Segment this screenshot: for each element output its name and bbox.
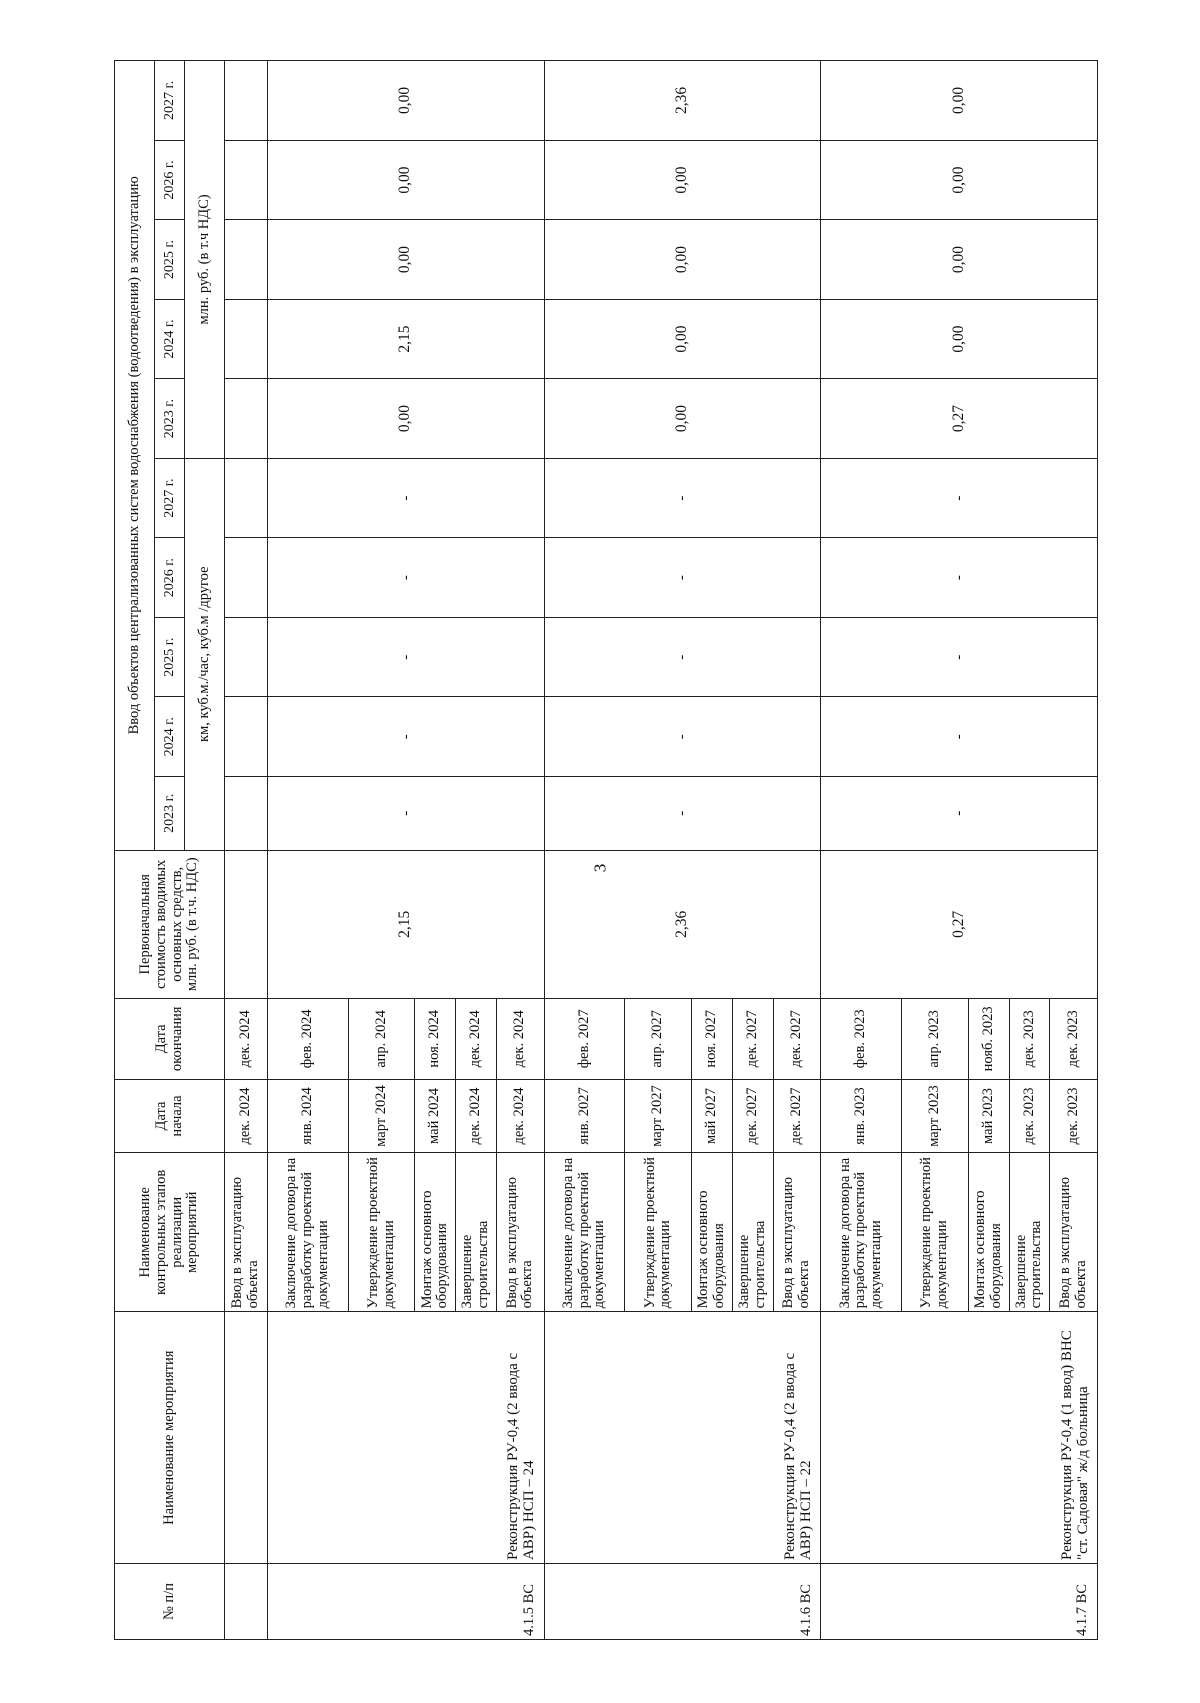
date-start-cell: янв. 2024 [267,1079,348,1153]
money-value-cell: 0,00 [821,61,1098,141]
date-end-cell: апр. 2023 [902,998,969,1079]
header-year: 2026 г. [155,140,185,220]
table-body [225,61,1098,1640]
header-units-physical: км, куб.м./час, куб.м /другое [185,458,225,850]
cost-cell: 2,15 [267,850,544,998]
money-value-cell: 0,00 [267,379,544,459]
money-value-cell: 0,27 [821,379,1098,459]
physical-value-cell: - [821,697,1098,777]
group-event-name-cell: Реконструкция РУ-0,4 (2 ввода с АВР) НСП – 24 [267,1312,544,1564]
money-value-cell: 0,00 [544,379,821,459]
group-num-cell: 4.1.7 ВС [821,1564,1098,1640]
stage-name-cell: Ввод в эксплуатацию объекта [773,1153,821,1312]
stage-name-cell: Ввод в эксплуатацию объекта [1050,1153,1098,1312]
empty-cell [225,776,268,850]
stage-name-cell: Заключение договора на разработку проектной документации [267,1153,348,1312]
header-year: 2027 г. [155,61,185,141]
header-year: 2025 г. [155,617,185,697]
header-initial-cost: Первоначальная стоимость вводимых основных средств, млн. руб. (в т.ч. НДС) [115,850,225,998]
investment-program-table [114,60,1098,1640]
header-num: № п/п [115,1564,225,1640]
physical-value-cell: - [544,458,821,538]
stage-name-cell: Завершение строительства [732,1153,773,1312]
stage-name-cell: Завершение строительства [1009,1153,1050,1312]
physical-value-cell: - [821,776,1098,850]
money-value-cell: 0,00 [544,299,821,379]
date-start-cell: дек. 2027 [732,1079,773,1153]
date-start-cell: дек. 2024 [496,1079,544,1153]
date-end-cell: ноя. 2024 [415,998,456,1079]
date-start-cell: дек. 2023 [1009,1079,1050,1153]
physical-value-cell: - [821,617,1098,697]
header-event-name: Наименование мероприятия [115,1312,225,1564]
money-value-cell: 0,00 [267,61,544,141]
empty-cell [225,140,268,220]
date-end-cell: дек. 2024 [225,998,268,1079]
group-event-name-cell: Реконструкция РУ-0,4 (1 ввод) ВНС "ст. Садовая" ж/д больница [821,1312,1098,1564]
date-start-cell: март 2027 [625,1079,692,1153]
header-date-start: Дата начала [115,1079,225,1153]
group-num-cell: 4.1.6 ВС [544,1564,821,1640]
event-name-cell [225,1312,268,1564]
table-row [267,61,348,1640]
header-year: 2026 г. [155,538,185,618]
header-year: 2024 г. [155,697,185,777]
money-value-cell: 0,00 [821,140,1098,220]
physical-value-cell: - [821,458,1098,538]
empty-cell [225,538,268,618]
stage-name-cell: Утверждение проектной документации [625,1153,692,1312]
cost-cell: 2,36 [544,850,821,998]
stage-name-cell: Завершение строительства [456,1153,497,1312]
date-start-cell: май 2024 [415,1079,456,1153]
physical-value-cell: - [267,697,544,777]
stage-name-cell: Утверждение проектной документации [348,1153,415,1312]
physical-value-cell: - [267,538,544,618]
date-end-cell: фев. 2027 [544,998,625,1079]
num-cell [225,1564,268,1640]
empty-cell [225,379,268,459]
table-row [544,61,625,1640]
date-end-cell: апр. 2024 [348,998,415,1079]
cost-cell [225,850,268,998]
header-units-money: млн. руб. (в т.ч НДС) [185,61,225,459]
rotated-table-wrapper [114,60,1098,1640]
date-start-cell: май 2027 [692,1079,733,1153]
date-start-cell: янв. 2023 [821,1079,902,1153]
date-end-cell: дек. 2027 [773,998,821,1079]
date-end-cell: дек. 2024 [456,998,497,1079]
date-start-cell: март 2023 [902,1079,969,1153]
date-end-cell: дек. 2027 [732,998,773,1079]
stage-name-cell: Заключение договора на разработку проектной документации [821,1153,902,1312]
physical-value-cell: - [821,538,1098,618]
date-end-cell: апр. 2027 [625,998,692,1079]
stage-name-cell: Монтаж основного оборудования [415,1153,456,1312]
date-start-cell: дек. 2024 [456,1079,497,1153]
stage-name-cell: Монтаж основного оборудования [692,1153,733,1312]
date-end-cell: дек. 2023 [1050,998,1098,1079]
date-start-cell: дек. 2024 [225,1079,268,1153]
rotated-page [114,60,1098,1640]
money-value-cell: 0,00 [267,140,544,220]
empty-cell [225,299,268,379]
physical-value-cell: - [544,538,821,618]
group-num-cell: 4.1.5 ВС [267,1564,544,1640]
money-value-cell: 0,00 [267,220,544,300]
table-row [821,61,902,1640]
empty-cell [225,220,268,300]
date-end-cell: дек. 2024 [496,998,544,1079]
empty-cell [225,458,268,538]
table-row [225,61,268,1640]
physical-value-cell: - [267,617,544,697]
empty-cell [225,697,268,777]
header-year: 2023 г. [155,379,185,459]
date-end-cell: ноя. 2027 [692,998,733,1079]
money-value-cell: 0,00 [544,220,821,300]
cost-cell: 0,27 [821,850,1098,998]
stage-name-cell: Монтаж основного оборудования [968,1153,1009,1312]
physical-value-cell: - [544,697,821,777]
date-start-cell: дек. 2023 [1050,1079,1098,1153]
header-date-end: Дата окончания [115,998,225,1079]
date-start-cell: март 2024 [348,1079,415,1153]
header-year: 2027 г. [155,458,185,538]
stage-name-cell: Заключение договора на разработку проектной документации [544,1153,625,1312]
date-end-cell: фев. 2024 [267,998,348,1079]
header-year: 2023 г. [155,776,185,850]
date-end-cell: нояб. 2023 [968,998,1009,1079]
physical-value-cell: - [544,776,821,850]
header-stage-name: Наименование контрольных этапов реализации мероприятий [115,1153,225,1312]
date-start-cell: май 2023 [968,1079,1009,1153]
physical-value-cell: - [267,458,544,538]
date-end-cell: дек. 2023 [1009,998,1050,1079]
date-start-cell: дек. 2027 [773,1079,821,1153]
table-header [115,61,225,1640]
money-value-cell: 0,00 [821,299,1098,379]
header-year: 2024 г. [155,299,185,379]
stage-name-cell: Ввод в эксплуатацию объекта [225,1153,268,1312]
page-number: 3 [590,863,609,873]
money-value-cell: 2,15 [267,299,544,379]
stage-name-cell: Утверждение проектной документации [902,1153,969,1312]
physical-value-cell: - [544,617,821,697]
money-value-cell: 0,00 [821,220,1098,300]
header-year: 2025 г. [155,220,185,300]
money-value-cell: 2,36 [544,61,821,141]
date-start-cell: янв. 2027 [544,1079,625,1153]
empty-cell [225,61,268,141]
stage-name-cell: Ввод в эксплуатацию объекта [496,1153,544,1312]
header-commissioning: Ввод объектов централизованных систем водоснабжения (водоотведения) в эксплуатацию [115,61,155,851]
physical-value-cell: - [267,776,544,850]
empty-cell [225,617,268,697]
date-end-cell: фев. 2023 [821,998,902,1079]
group-event-name-cell: Реконструкция РУ-0,4 (2 ввода с АВР) НСП – 22 [544,1312,821,1564]
money-value-cell: 0,00 [544,140,821,220]
